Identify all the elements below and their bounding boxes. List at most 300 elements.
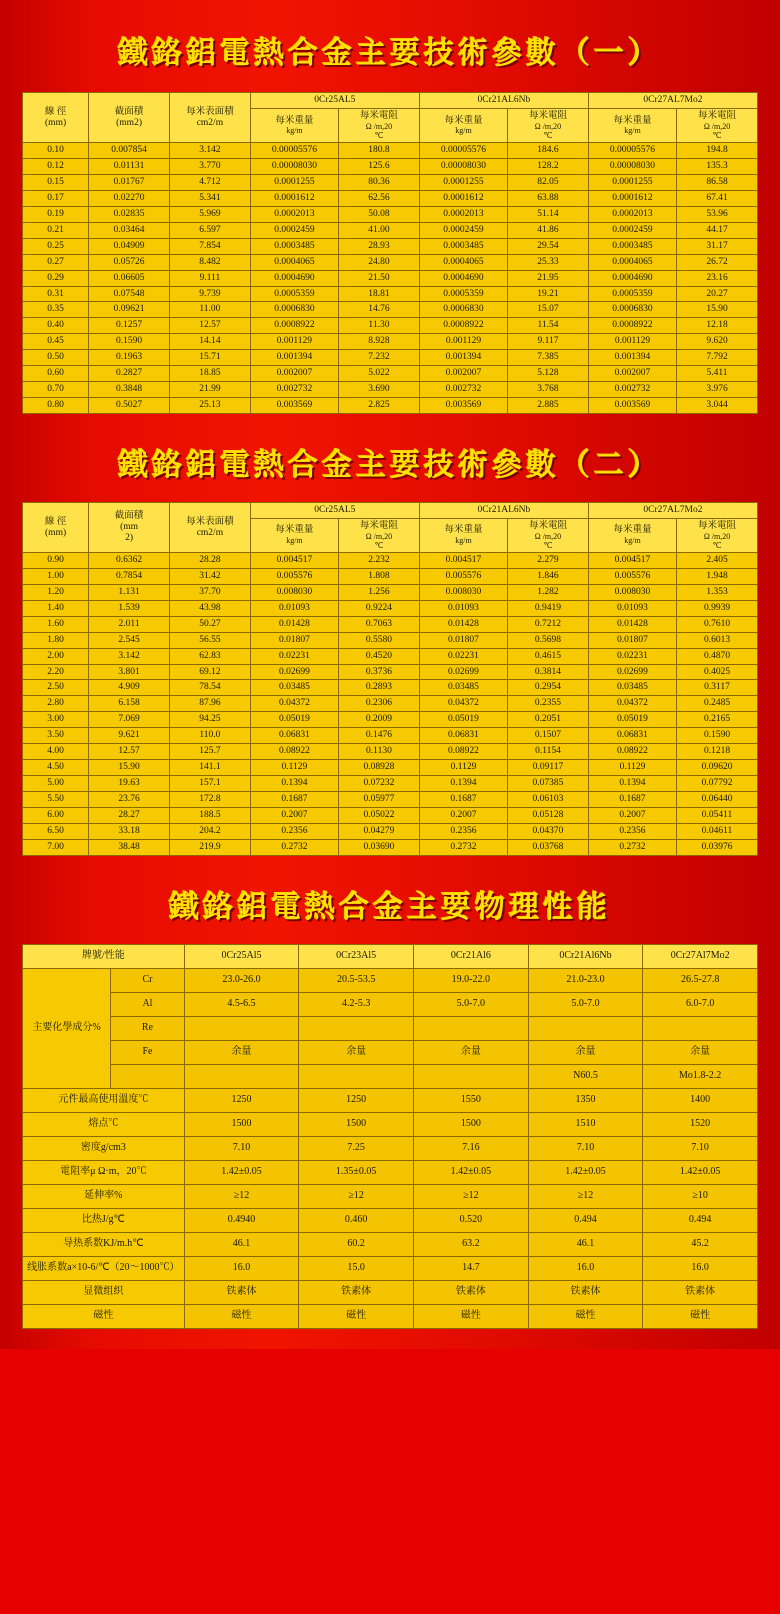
table-row — [23, 776, 758, 792]
table-cell: 磁性 — [643, 1304, 758, 1328]
table-cell: 7.069 — [89, 712, 170, 728]
property-label: 比热J/g℃ — [23, 1208, 185, 1232]
table-cell: 78.54 — [169, 680, 250, 696]
table-cell: 82.05 — [508, 175, 589, 191]
table-cell: 0.0006830 — [588, 302, 676, 318]
table-body-2 — [23, 553, 758, 856]
table-cell: 0.2356 — [250, 823, 338, 839]
header-grade-1: 0Cr21AL6Nb — [419, 502, 588, 518]
table-cell: 0.19 — [23, 206, 89, 222]
table-cell: 4.909 — [89, 680, 170, 696]
table-cell: 3.976 — [677, 382, 758, 398]
table-cell: 0.02231 — [250, 648, 338, 664]
property-label: 磁性 — [23, 1304, 185, 1328]
table-cell: 0.002007 — [419, 366, 507, 382]
table-cell: 0.5027 — [89, 397, 170, 413]
table-cell: 5.341 — [169, 190, 250, 206]
table-cell: 0.0005359 — [588, 286, 676, 302]
table-cell: 0.01428 — [588, 616, 676, 632]
table-cell: 28.28 — [169, 553, 250, 569]
table-cell: 0.00005576 — [588, 143, 676, 159]
table-row — [23, 175, 758, 191]
table-cell: 0.01131 — [89, 159, 170, 175]
physical-properties-table — [22, 944, 758, 1329]
table-cell: 0.03690 — [339, 839, 420, 855]
table-row — [23, 553, 758, 569]
table-cell: 0.27 — [23, 254, 89, 270]
table-row — [23, 302, 758, 318]
table-cell: 25.13 — [169, 397, 250, 413]
table-cell: 5.022 — [339, 366, 420, 382]
table-cell: 110.0 — [169, 728, 250, 744]
bottom-spacer — [0, 1329, 780, 1343]
table-cell: 4.5-6.5 — [184, 992, 299, 1016]
table-cell: 0.4940 — [184, 1208, 299, 1232]
table-cell: 1.948 — [677, 569, 758, 585]
table-cell: 157.1 — [169, 776, 250, 792]
table-cell: 0.1963 — [89, 350, 170, 366]
table-cell: Mo1.8-2.2 — [643, 1064, 758, 1088]
table-cell: 铁素体 — [643, 1280, 758, 1304]
table-cell: 0.2051 — [508, 712, 589, 728]
table-cell: 5.128 — [508, 366, 589, 382]
table-cell: 0.04372 — [419, 696, 507, 712]
subheader-resistance-2: 每米電阻 Ω /m,20 ℃ — [677, 518, 758, 552]
table-cell: 125.6 — [339, 159, 420, 175]
table-cell: 21.0-23.0 — [528, 968, 643, 992]
table-cell: 铁素体 — [528, 1280, 643, 1304]
table-cell — [643, 1016, 758, 1040]
table-cell — [299, 1064, 414, 1088]
table-cell: 铁素体 — [184, 1280, 299, 1304]
table-cell: 0.7212 — [508, 616, 589, 632]
table-cell: 0.4025 — [677, 664, 758, 680]
header-grade-1: 0Cr21AL6Nb — [419, 93, 588, 109]
subheader-weight-0: 每米重量 kg/m — [250, 518, 338, 552]
table-cell: 9.111 — [169, 270, 250, 286]
table-cell: 余量 — [299, 1040, 414, 1064]
table-cell: 3.50 — [23, 728, 89, 744]
table-cell: 0.04279 — [339, 823, 420, 839]
table-cell — [184, 1064, 299, 1088]
table-cell: 41.86 — [508, 222, 589, 238]
table-cell: 16.0 — [184, 1256, 299, 1280]
table-cell: 135.3 — [677, 159, 758, 175]
table-cell: 44.17 — [677, 222, 758, 238]
table-cell: 0.09621 — [89, 302, 170, 318]
table-row — [23, 1112, 758, 1136]
table-cell: 15.07 — [508, 302, 589, 318]
table-cell: 19.0-22.0 — [414, 968, 529, 992]
table-cell: 0.5698 — [508, 632, 589, 648]
table-cell — [414, 1064, 529, 1088]
table-cell: 0.2485 — [677, 696, 758, 712]
table-cell: 0.1129 — [588, 760, 676, 776]
composition-label: 主要化學成分% — [23, 968, 111, 1088]
table-cell: 3.770 — [169, 159, 250, 175]
table-cell: 1.256 — [339, 584, 420, 600]
table-cell: 5.00 — [23, 776, 89, 792]
table-cell: 2.232 — [339, 553, 420, 569]
table-cell: 7.792 — [677, 350, 758, 366]
table-cell: 0.40 — [23, 318, 89, 334]
table-cell: 8.482 — [169, 254, 250, 270]
table-cell: 0.003569 — [588, 397, 676, 413]
table-cell: 141.1 — [169, 760, 250, 776]
table-cell: 0.520 — [414, 1208, 529, 1232]
table-cell: 28.27 — [89, 807, 170, 823]
table-cell: 3.801 — [89, 664, 170, 680]
table-cell: 0.4870 — [677, 648, 758, 664]
table-cell: 0.6362 — [89, 553, 170, 569]
table-cell: 0.002732 — [588, 382, 676, 398]
table-cell: 0.02699 — [588, 664, 676, 680]
table-row — [23, 839, 758, 855]
table-row — [23, 1016, 758, 1040]
table-cell: 15.90 — [677, 302, 758, 318]
table-cell: 8.928 — [339, 334, 420, 350]
table-cell: 3.044 — [677, 397, 758, 413]
table-cell: 29.54 — [508, 238, 589, 254]
table-cell: 21.99 — [169, 382, 250, 398]
table-row — [23, 1160, 758, 1184]
table-cell: 7.16 — [414, 1136, 529, 1160]
table-cell: 0.03976 — [677, 839, 758, 855]
table-cell: 0.0001612 — [250, 190, 338, 206]
table-cell: 2.00 — [23, 648, 89, 664]
table-cell: 铁素体 — [414, 1280, 529, 1304]
table-cell: 63.88 — [508, 190, 589, 206]
table-cell: 0.02270 — [89, 190, 170, 206]
table-cell: 0.0005359 — [250, 286, 338, 302]
table-cell: 45.2 — [643, 1232, 758, 1256]
table-cell: 6.158 — [89, 696, 170, 712]
table-cell: 0.005576 — [250, 569, 338, 585]
table-row — [23, 254, 758, 270]
table-row — [23, 696, 758, 712]
table-cell: 0.001129 — [588, 334, 676, 350]
table-cell: 2.885 — [508, 397, 589, 413]
table-cell: 2.20 — [23, 664, 89, 680]
table-cell: 0.07792 — [677, 776, 758, 792]
table-cell: 1.60 — [23, 616, 89, 632]
table-cell — [414, 1016, 529, 1040]
table-cell: 19.63 — [89, 776, 170, 792]
table-cell: 3.142 — [169, 143, 250, 159]
table-cell: 0.01428 — [250, 616, 338, 632]
table-cell: 0.0001255 — [250, 175, 338, 191]
table-row — [23, 334, 758, 350]
table-cell: 0.03485 — [250, 680, 338, 696]
table-cell: 0.2009 — [339, 712, 420, 728]
table-cell: 1550 — [414, 1088, 529, 1112]
table-cell: 0.08928 — [339, 760, 420, 776]
table-cell: 0.1476 — [339, 728, 420, 744]
table-cell: 50.08 — [339, 206, 420, 222]
table-row — [23, 1040, 758, 1064]
table-cell: 0.0003485 — [419, 238, 507, 254]
table-cell: 0.01428 — [419, 616, 507, 632]
table-cell: 余量 — [528, 1040, 643, 1064]
table-cell: 0.12 — [23, 159, 89, 175]
table-cell: 0.03464 — [89, 222, 170, 238]
table-cell: 0.10 — [23, 143, 89, 159]
table-cell: 0.1154 — [508, 744, 589, 760]
table-cell: 0.2007 — [588, 807, 676, 823]
table-cell: 1.42±0.05 — [414, 1160, 529, 1184]
table-cell: 2.405 — [677, 553, 758, 569]
table-cell: 0.25 — [23, 238, 89, 254]
table-cell: 0.3117 — [677, 680, 758, 696]
table-cell: 0.03768 — [508, 839, 589, 855]
table-row — [23, 744, 758, 760]
table-cell: 0.05019 — [588, 712, 676, 728]
table-cell: 0.4520 — [339, 648, 420, 664]
table-cell: 0.005576 — [419, 569, 507, 585]
table-row — [23, 712, 758, 728]
table-cell: 0.80 — [23, 397, 89, 413]
table-cell: 0.0002459 — [250, 222, 338, 238]
table-cell: 0.1687 — [588, 791, 676, 807]
table-cell: 9.117 — [508, 334, 589, 350]
table-cell: 0.1687 — [250, 791, 338, 807]
table-row — [23, 222, 758, 238]
table-row — [23, 1064, 758, 1088]
table-cell: 0.01767 — [89, 175, 170, 191]
table-cell: 14.76 — [339, 302, 420, 318]
table-cell: 0.004517 — [419, 553, 507, 569]
table-cell: 0.5580 — [339, 632, 420, 648]
table-cell: 2.279 — [508, 553, 589, 569]
table-cell: 0.50 — [23, 350, 89, 366]
table-cell: 172.8 — [169, 791, 250, 807]
table-cell: 4.712 — [169, 175, 250, 191]
table-cell: 0.05128 — [508, 807, 589, 823]
table-cell: 0.05411 — [677, 807, 758, 823]
table-cell: 0.17 — [23, 190, 89, 206]
table-cell: 0.05019 — [250, 712, 338, 728]
table-cell: 铁素体 — [299, 1280, 414, 1304]
table-row — [23, 1088, 758, 1112]
table-cell: 7.232 — [339, 350, 420, 366]
table-row — [23, 318, 758, 334]
table-row — [23, 190, 758, 206]
table-cell: 46.1 — [184, 1232, 299, 1256]
table-cell: 0.1394 — [588, 776, 676, 792]
table-row — [23, 1232, 758, 1256]
table-cell: 1.42±0.05 — [643, 1160, 758, 1184]
table-cell: 磁性 — [528, 1304, 643, 1328]
subheader-resistance-1: 每米電阻 Ω /m,20 ℃ — [508, 108, 589, 142]
table-cell: 0.0002013 — [250, 206, 338, 222]
property-label: 密度g/cm3 — [23, 1136, 185, 1160]
table-cell: 25.33 — [508, 254, 589, 270]
table-cell: 1.40 — [23, 600, 89, 616]
table-cell: 1.00 — [23, 569, 89, 585]
table-row — [23, 350, 758, 366]
table-cell: 0.494 — [528, 1208, 643, 1232]
table-cell: 0.001394 — [250, 350, 338, 366]
property-label: 导热系数KJ/m.h℃ — [23, 1232, 185, 1256]
table-cell: 0.07548 — [89, 286, 170, 302]
table-cell: 0.02699 — [419, 664, 507, 680]
tech-params-table-1 — [22, 92, 758, 414]
element-label: Re — [111, 1016, 185, 1040]
property-label: 线胀系数a×10-6/℃（20～1000℃） — [23, 1256, 185, 1280]
table-cell: 7.854 — [169, 238, 250, 254]
table-cell: 0.45 — [23, 334, 89, 350]
header-grade-1: 0Cr23Al5 — [299, 944, 414, 968]
table-row — [23, 286, 758, 302]
table-row — [23, 159, 758, 175]
table-cell: 15.0 — [299, 1256, 414, 1280]
table-cell: 56.55 — [169, 632, 250, 648]
table-cell: 0.008030 — [419, 584, 507, 600]
subheader-weight-0: 每米重量 kg/m — [250, 108, 338, 142]
table-cell: 0.1394 — [250, 776, 338, 792]
table-cell: 5.411 — [677, 366, 758, 382]
table-cell: 0.0004690 — [588, 270, 676, 286]
table-cell: 128.2 — [508, 159, 589, 175]
table-cell: 3.00 — [23, 712, 89, 728]
table-cell: 87.96 — [169, 696, 250, 712]
table-cell: 0.05019 — [419, 712, 507, 728]
table-cell: 0.29 — [23, 270, 89, 286]
table-cell: 0.004517 — [588, 553, 676, 569]
table-cell: 0.001394 — [588, 350, 676, 366]
table-cell: 余量 — [414, 1040, 529, 1064]
table-cell: 1510 — [528, 1112, 643, 1136]
table-cell: 0.70 — [23, 382, 89, 398]
table-cell: 51.14 — [508, 206, 589, 222]
table-cell: 180.8 — [339, 143, 420, 159]
table-cell: 0.3848 — [89, 382, 170, 398]
table-cell: 125.7 — [169, 744, 250, 760]
table-cell: 0.1687 — [419, 791, 507, 807]
table-cell: 0.1218 — [677, 744, 758, 760]
table-cell: 0.06605 — [89, 270, 170, 286]
subheader-weight-1: 每米重量 kg/m — [419, 108, 507, 142]
table-cell: 0.1394 — [419, 776, 507, 792]
table-cell: 0.00008030 — [250, 159, 338, 175]
table-cell: 0.6013 — [677, 632, 758, 648]
table-row — [23, 823, 758, 839]
header-grade-property: 牌號/性能 — [23, 944, 185, 968]
table-cell: 0.0006830 — [419, 302, 507, 318]
table-cell: 5.0-7.0 — [528, 992, 643, 1016]
table-cell: 0.02835 — [89, 206, 170, 222]
table-cell: 0.002007 — [588, 366, 676, 382]
table-cell: 26.5-27.8 — [643, 968, 758, 992]
header-area: 截面積 (mm2) — [89, 93, 170, 143]
section-title-1: 鐵鉻鋁電熱合金主要技術參數（一） — [118, 36, 662, 71]
table-cell: 18.81 — [339, 286, 420, 302]
table-row — [23, 616, 758, 632]
table-cell: 0.09117 — [508, 760, 589, 776]
table-cell: 0.06831 — [419, 728, 507, 744]
table-cell: 4.50 — [23, 760, 89, 776]
table-row — [23, 397, 758, 413]
table-cell: 0.2827 — [89, 366, 170, 382]
table-cell: 0.01093 — [250, 600, 338, 616]
table-cell: 0.05022 — [339, 807, 420, 823]
table-row — [23, 270, 758, 286]
table-cell: 1.539 — [89, 600, 170, 616]
table-cell: 0.0002459 — [419, 222, 507, 238]
table-cell: 43.98 — [169, 600, 250, 616]
table-cell: 11.54 — [508, 318, 589, 334]
table-cell: 3.142 — [89, 648, 170, 664]
table-cell: 0.460 — [299, 1208, 414, 1232]
table-cell: ≥12 — [528, 1184, 643, 1208]
table-cell: 0.0003485 — [250, 238, 338, 254]
table-cell: ≥12 — [184, 1184, 299, 1208]
table-cell: 0.01093 — [419, 600, 507, 616]
table-cell: 12.18 — [677, 318, 758, 334]
table-cell: ≥10 — [643, 1184, 758, 1208]
table-cell: 0.01093 — [588, 600, 676, 616]
header-wire-dia: 線 徑 (mm) — [23, 93, 89, 143]
table-cell: 1.131 — [89, 584, 170, 600]
table-row — [23, 760, 758, 776]
table-row — [23, 664, 758, 680]
header-area: 截面積 (mm 2) — [89, 502, 170, 552]
table-cell: 0.007854 — [89, 143, 170, 159]
table-cell: 1.846 — [508, 569, 589, 585]
table-cell: 0.35 — [23, 302, 89, 318]
table-cell: 7.385 — [508, 350, 589, 366]
table-cell: 0.003569 — [419, 397, 507, 413]
table-cell: 7.25 — [299, 1136, 414, 1160]
table-cell: 2.545 — [89, 632, 170, 648]
table-cell: 0.2732 — [419, 839, 507, 855]
table-cell: 0.04372 — [588, 696, 676, 712]
element-label: Fe — [111, 1040, 185, 1064]
table-cell: 0.09620 — [677, 760, 758, 776]
table-cell: 16.0 — [643, 1256, 758, 1280]
table-cell: 16.0 — [528, 1256, 643, 1280]
table-cell: 23.0-26.0 — [184, 968, 299, 992]
table-cell: 0.7063 — [339, 616, 420, 632]
table-cell: 14.14 — [169, 334, 250, 350]
table-cell: 1500 — [299, 1112, 414, 1136]
table-cell: 0.0004065 — [419, 254, 507, 270]
header-grade-2: 0Cr27AL7Mo2 — [588, 502, 757, 518]
table-cell: 1.42±0.05 — [184, 1160, 299, 1184]
header-surface: 每米表面積 cm2/m — [169, 502, 250, 552]
table-cell: 6.597 — [169, 222, 250, 238]
table-row — [23, 238, 758, 254]
table-cell: 0.9419 — [508, 600, 589, 616]
physical-header-row — [23, 944, 758, 968]
table-cell: 磁性 — [414, 1304, 529, 1328]
table-cell: 63.2 — [414, 1232, 529, 1256]
table-cell: 4.00 — [23, 744, 89, 760]
table-cell: 33.18 — [89, 823, 170, 839]
table-cell: 1.808 — [339, 569, 420, 585]
table-cell: 62.56 — [339, 190, 420, 206]
table-row — [23, 366, 758, 382]
table-cell: 0.01807 — [250, 632, 338, 648]
table-cell: 38.48 — [89, 839, 170, 855]
table-cell: 194.8 — [677, 143, 758, 159]
table-cell: N60.5 — [528, 1064, 643, 1088]
table-cell: 20.27 — [677, 286, 758, 302]
element-label: Al — [111, 992, 185, 1016]
table-cell: 0.06440 — [677, 791, 758, 807]
table-cell: 0.04909 — [89, 238, 170, 254]
header-grade-0: 0Cr25AL5 — [250, 502, 419, 518]
